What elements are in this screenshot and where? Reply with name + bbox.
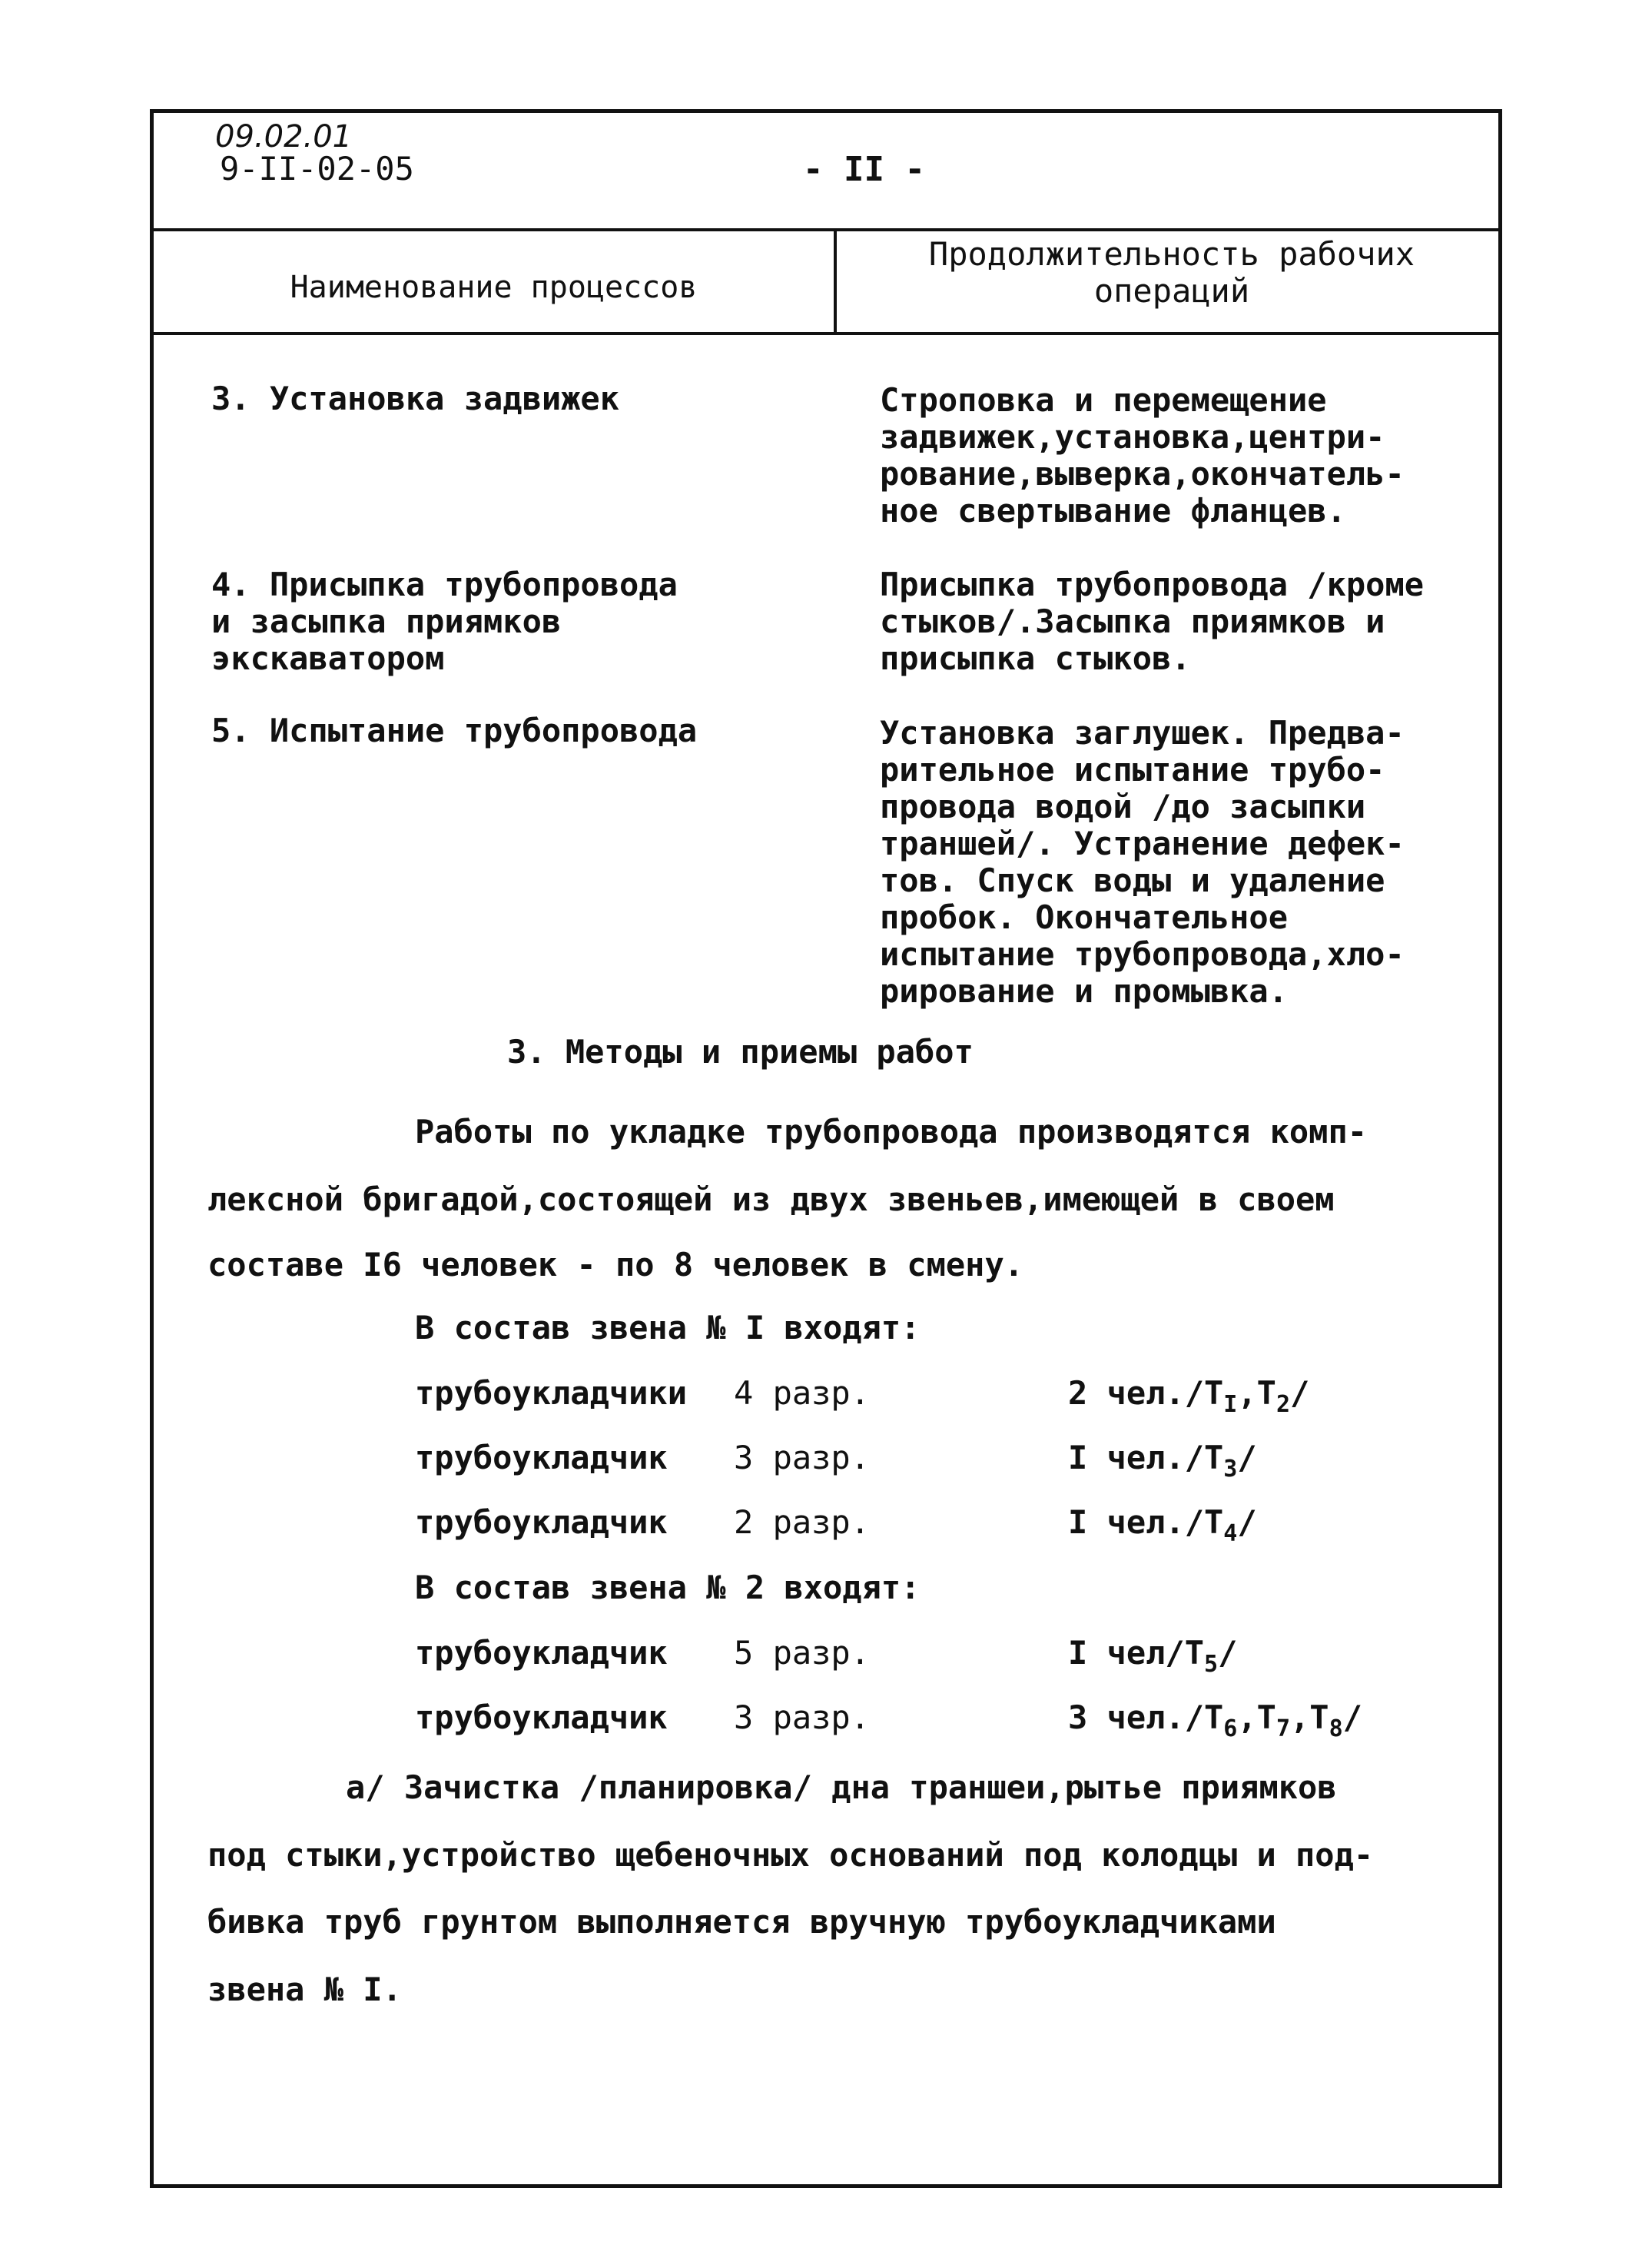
crew-2-heading: В состав звена № 2 входят: — [415, 1569, 921, 1606]
crew-2-count-1: I чел/$Т_5/$ — [1068, 1634, 1238, 1678]
crew-2-role-2: трубоукладчик — [415, 1698, 668, 1736]
crew-1-grade-1: 4 разр. — [734, 1374, 871, 1412]
row-4-operations: Присыпка трубопровода /кроме стыков/.Засыпка приямков и присыпка стыков. — [880, 566, 1425, 677]
section-title: 3. Методы и приемы работ — [507, 1033, 974, 1071]
header-divider — [154, 228, 1498, 231]
row-4-process: 4. Присыпка трубопровода и засыпка приямков экскаватором — [211, 566, 678, 677]
column-divider — [834, 228, 837, 332]
handwritten-code: 09.02.01 — [215, 119, 353, 154]
crew-1-heading: В состав звена № I входят: — [415, 1309, 921, 1346]
document-code: 9-II-02-05 — [220, 150, 414, 188]
paragraph-2-line-4: звена № I. — [207, 1971, 402, 2008]
paragraph-2-line-3: бивка труб грунтом выполняется вручную трубоукладчиками — [207, 1903, 1276, 1941]
paragraph-1-line-1: Работы по укладке трубопровода производятся комп- — [415, 1113, 1368, 1151]
row-3-process: 3. Установка задвижек — [211, 380, 620, 417]
row-5-operations: Установка заглушек. Предва- рительное испытание трубо- провода водой /до засыпки траншей/. Устранение дефек- тов. Спуск воды и удаление пробок. Окончательное испытание трубопровода,хло- рирование и промывка. — [880, 714, 1405, 1010]
col-header-duration: Продолжительность рабочих операций — [928, 235, 1415, 310]
crew-1-count-3: I $чел./Т_4/$ — [1068, 1503, 1257, 1547]
crew-2-grade-1: 5 разр. — [734, 1634, 871, 1672]
table-header-divider — [154, 332, 1498, 335]
crew-2-count-2: 3 $чел./Т_6,Т_7,Т_8/$ — [1068, 1698, 1362, 1742]
col-header-processes: Наименование процессов — [290, 270, 698, 305]
paragraph-2-line-1: а/ Зачистка /планировка/ дна траншеи,рытье приямков — [346, 1768, 1337, 1806]
crew-1-role-1: трубоукладчики — [415, 1374, 688, 1412]
page-number: - II - — [803, 150, 925, 189]
crew-1-role-3: трубоукладчик — [415, 1503, 668, 1541]
crew-2-grade-2: 3 разр. — [734, 1698, 871, 1736]
crew-1-count-1: 2 $чел./Т_I,Т_2/$ — [1068, 1374, 1310, 1418]
row-5-process: 5. Испытание трубопровода — [211, 712, 698, 749]
crew-2-role-1: трубоукладчик — [415, 1634, 668, 1672]
crew-1-grade-2: 3 разр. — [734, 1439, 871, 1476]
page-frame — [150, 109, 1502, 2188]
paragraph-2-line-2: под стыки,устройство щебеночных оснований под колодцы и под- — [207, 1836, 1374, 1874]
paragraph-1-line-2: лексной бригадой,состоящей из двух звеньев,имеющей в своем — [207, 1180, 1335, 1218]
row-3-operations: Строповка и перемещение задвижек,установка,центри- рование,выверка,окончатель- ное свертывание фланцев. — [880, 381, 1405, 530]
crew-1-count-2: I $чел./Т_3/$ — [1068, 1439, 1257, 1483]
paragraph-1-line-3: составе I6 человек - по 8 человек в смену. — [207, 1246, 1024, 1283]
crew-1-grade-3: 2 разр. — [734, 1503, 871, 1541]
crew-1-role-2: трубоукладчик — [415, 1439, 668, 1476]
